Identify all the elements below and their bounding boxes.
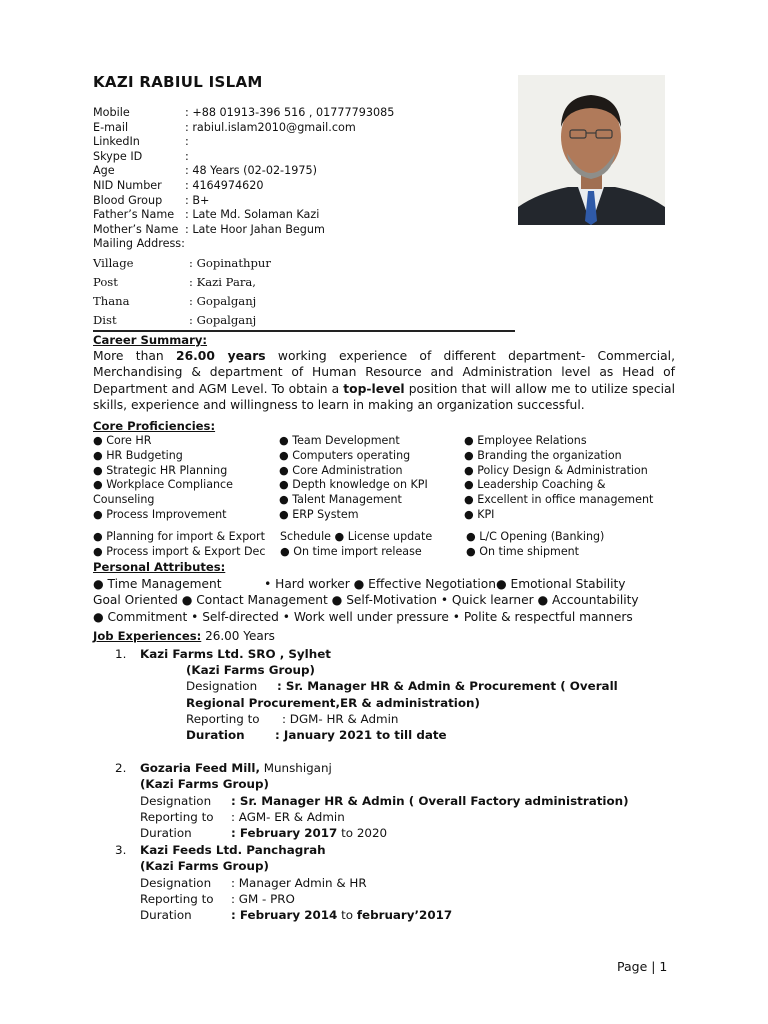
core-column-2 [279, 434, 428, 523]
proficiency-item: ● Excellent in office management [464, 493, 654, 507]
proficiency-item: ● Process Improvement [93, 507, 227, 521]
detail-value: : AGM- ER & Admin [231, 809, 345, 824]
company-location: Munshiganj [259, 761, 332, 775]
job-2-details [140, 760, 629, 841]
info-row-mobile [93, 106, 394, 121]
proficiency-item: ● Policy Design & Administration [464, 463, 648, 477]
detail-label: Designation [140, 793, 212, 808]
info-value: : B+ [185, 193, 210, 207]
proficiency-item: ● Branding the organization [464, 448, 622, 462]
info-value: : [185, 135, 189, 149]
job-group: (Kazi Farms Group) [186, 663, 315, 677]
info-row-father [93, 208, 394, 223]
info-label: NID Number [93, 178, 162, 192]
summary-top-level: top-level [343, 381, 405, 396]
proficiency-item: ● Planning for import & Export [93, 530, 265, 543]
info-value: : [185, 149, 189, 163]
info-value: : rabiul.islam2010@gmail.com [185, 120, 356, 134]
job-3-company: Kazi Feeds Ltd. Panchagrah [140, 843, 326, 857]
personal-attributes [93, 576, 675, 625]
info-value: : Late Md. Solaman Kazi [185, 208, 320, 222]
career-summary-heading: Career Summary: [93, 333, 208, 347]
job-1-number: 1. [115, 647, 127, 661]
attributes-line: ● Time Management • Hard worker ● Effective Negotiation● Emotional Stability [93, 577, 626, 591]
core-proficiencies-heading: Core Proficiencies: [93, 419, 216, 433]
core-extra-column-2 [280, 530, 432, 560]
info-label: Mobile [93, 106, 130, 119]
duration-start: : February 2014 [231, 908, 338, 923]
info-value: : 4164974620 [185, 178, 264, 192]
job-reporting [140, 809, 629, 825]
info-label: Skype ID [93, 149, 143, 163]
info-value: : +88 01913-396 516 , 01777793085 [185, 106, 395, 119]
proficiency-item: ● Workplace Compliance [93, 478, 233, 492]
job-1-company: Kazi Farms Ltd. SRO , Sylhet [140, 647, 331, 661]
address-value: : Kazi Para, [189, 275, 256, 289]
profile-photo-illustration [518, 75, 665, 225]
proficiency-item: ● ERP System [279, 507, 359, 521]
address-label: Dist [93, 313, 117, 327]
job-2-company [140, 760, 629, 776]
job-duration [140, 825, 629, 841]
career-summary-text [93, 348, 675, 413]
proficiency-item: ● KPI [464, 507, 495, 521]
summary-text-part: position that will allow me to utilize special skills, experience and willingness to learn in making an organization successful. [93, 381, 675, 412]
info-row-email [93, 121, 394, 136]
info-label: Father’s Name [93, 208, 175, 222]
job-reporting [186, 711, 618, 727]
proficiency-item: ● Strategic HR Planning [93, 463, 228, 477]
info-label: Blood Group [93, 193, 163, 207]
job-experiences-header [93, 629, 275, 643]
company-name: Gozaria Feed Mill, [140, 761, 260, 775]
core-extra-column-3 [466, 530, 604, 560]
summary-text-part: working experience of different department- Commercial, Merchandising & department of Human Resource and Administration level as Head of Department and AGM Level. To obtain a [93, 349, 676, 396]
proficiency-item: ● L/C Opening (Banking) [466, 530, 605, 543]
info-label: LinkedIn [93, 135, 140, 149]
proficiency-item: ● Leadership Coaching & [464, 478, 606, 492]
proficiency-item: ● HR Budgeting [93, 448, 183, 462]
info-row-mailing [93, 237, 394, 252]
info-row-skype [93, 150, 394, 165]
summary-years: 26.00 years [176, 349, 266, 363]
proficiency-item: ● Employee Relations [464, 434, 587, 447]
duration-separator: to [337, 908, 357, 923]
proficiency-item: ● Process import & Export Dec [93, 544, 266, 558]
job-2-number: 2. [115, 761, 127, 775]
detail-label: Reporting to [186, 711, 260, 726]
detail-label: Reporting to [140, 809, 214, 824]
mailing-address [93, 254, 271, 330]
info-label: Age [93, 164, 115, 178]
proficiency-item: ● Depth knowledge on KPI [279, 478, 428, 492]
job-group: (Kazi Farms Group) [140, 859, 269, 874]
detail-value: : GM - PRO [231, 891, 295, 906]
proficiency-item: Counseling [93, 493, 155, 507]
info-label: E-mail [93, 120, 129, 134]
detail-value-continued: Regional Procurement,ER & administration) [186, 695, 480, 710]
job-reporting [140, 891, 452, 907]
address-value: : Gopalganj [189, 294, 257, 308]
proficiency-item: ● On time import release [280, 544, 422, 558]
info-row-linkedin [93, 135, 394, 150]
proficiency-item: ● Talent Management [279, 493, 402, 507]
section-divider [93, 330, 515, 332]
detail-label: Designation [186, 679, 258, 694]
address-row-thana [93, 292, 271, 311]
proficiency-item: ● Core HR [93, 434, 152, 447]
job-designation [140, 793, 629, 809]
detail-label: Designation [140, 875, 212, 890]
detail-value: : Sr. Manager HR & Admin ( Overall Factory administration) [231, 793, 629, 808]
address-value: : Gopinathpur [189, 256, 271, 270]
address-row-village [93, 254, 271, 273]
detail-value: : Sr. Manager HR & Admin & Procurement ( Overall [277, 679, 618, 694]
detail-label: Duration [140, 908, 192, 923]
job-duration [140, 907, 452, 923]
proficiency-item: ● Core Administration [279, 463, 403, 477]
address-label: Village [93, 256, 134, 270]
info-label: Mother’s Name [93, 222, 179, 236]
duration-end: to 2020 [337, 826, 388, 841]
attributes-line: ● Commitment • Self-directed • Work well under pressure • Polite & respectful manners [93, 609, 633, 624]
personal-info [93, 106, 394, 252]
address-row-post [93, 273, 271, 292]
core-column-3 [464, 434, 653, 523]
detail-label: Duration [186, 728, 245, 743]
address-label: Post [93, 275, 118, 289]
core-extra-column-1 [93, 530, 265, 560]
detail-value: : DGM- HR & Admin [282, 711, 399, 726]
duration-end: february’2017 [356, 908, 453, 923]
detail-value: : Manager Admin & HR [231, 875, 367, 890]
summary-text-part: More than [93, 349, 177, 363]
proficiency-item: Schedule ● License update [280, 530, 433, 543]
job-designation [186, 678, 618, 694]
info-label: Mailing Address: [93, 237, 185, 251]
proficiency-item: ● On time shipment [466, 544, 580, 558]
candidate-name: KAZI RABIUL ISLAM [93, 73, 263, 91]
address-label: Thana [93, 294, 130, 308]
proficiency-item: ● Team Development [279, 434, 400, 447]
info-value: : 48 Years (02-02-1975) [185, 164, 317, 178]
info-row-nid [93, 179, 394, 194]
job-duration [186, 727, 618, 743]
proficiency-item: ● Computers operating [279, 448, 411, 462]
job-experiences-heading: Job Experiences: [93, 629, 202, 643]
page-number: Page | 1 [617, 959, 668, 974]
profile-photo [518, 75, 665, 225]
detail-label: Duration [140, 826, 192, 841]
total-experience: 26.00 Years [201, 629, 275, 643]
core-column-1 [93, 434, 233, 523]
address-value: : Gopalganj [189, 313, 257, 327]
detail-label: Reporting to [140, 891, 214, 906]
info-row-age [93, 164, 394, 179]
job-3-number: 3. [115, 843, 127, 857]
info-value: : Late Hoor Jahan Begum [185, 222, 325, 236]
job-group: (Kazi Farms Group) [140, 777, 269, 792]
personal-attributes-heading: Personal Attributes: [93, 560, 226, 574]
job-1-details [186, 662, 618, 743]
detail-value: : January 2021 to till date [275, 728, 447, 743]
info-row-mother [93, 223, 394, 238]
attributes-line: Goal Oriented ● Contact Management ● Self-Motivation • Quick learner ● Accountability [93, 593, 639, 608]
job-3-details [140, 842, 452, 923]
duration-start: : February 2017 [231, 826, 338, 841]
info-row-blood-group [93, 194, 394, 209]
job-designation [140, 875, 452, 891]
address-row-dist [93, 311, 271, 330]
